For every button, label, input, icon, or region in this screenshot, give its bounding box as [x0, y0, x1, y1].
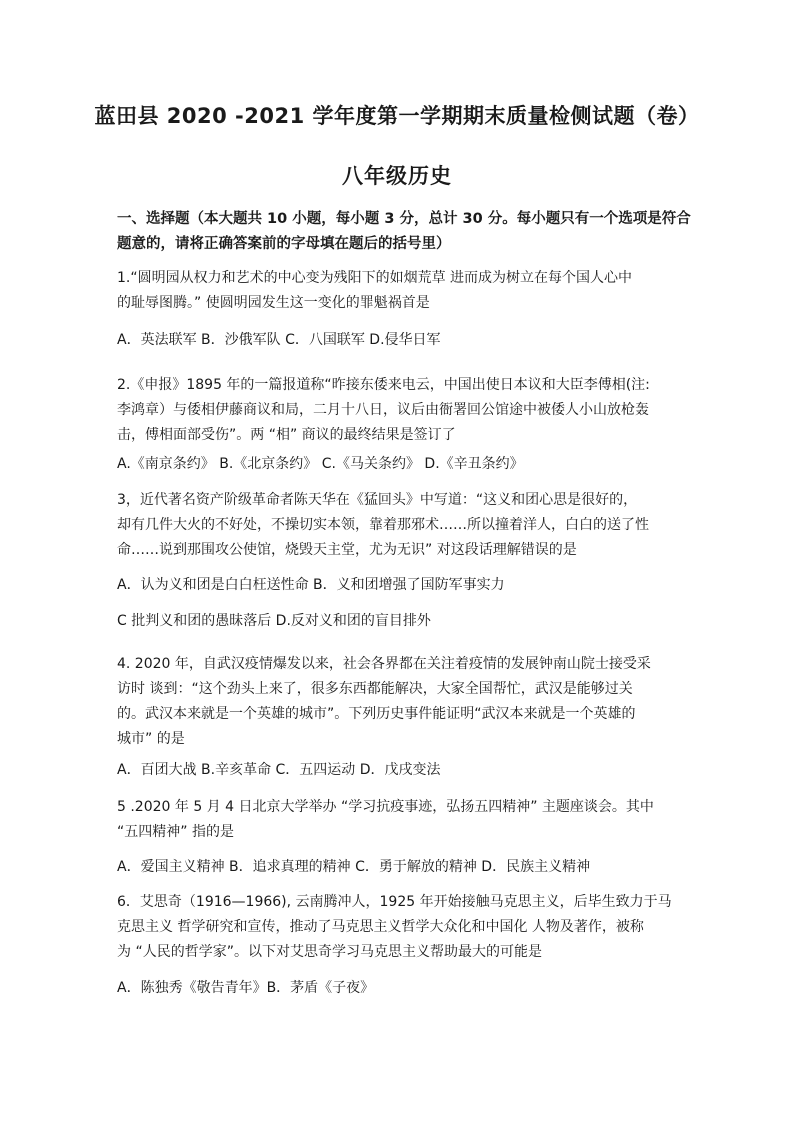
question-2-options [117, 452, 681, 477]
options-line: A．百团大战 B.辛亥革命 C．五四运动 D．戊戌变法 [117, 762, 441, 778]
question-line: 6．艾思奇（1916—1966), 云南腾冲人，1925 年开始接触马克思主义，后毕生致力于马 [117, 894, 672, 910]
question-6-stem [117, 890, 681, 965]
question-line: 的。武汉本来就是一个英雄的城市”。下列历史事件能证明“武汉本来就是一个英雄的 [117, 706, 636, 722]
question-6-options [117, 976, 681, 1001]
question-4-options [117, 758, 681, 783]
options-line: C 批判义和团的愚昧落后 D.反对义和团的盲目排外 [117, 613, 431, 629]
question-3-options-2 [117, 609, 681, 634]
question-line: “五四精神” 指的是 [117, 824, 234, 840]
question-line: 3，近代著名资产阶级革命者陈天华在《猛回头》中写道：“这义和团心思是很好的， [117, 492, 638, 508]
question-line: 访时 谈到：“这个劲头上来了，很多东西都能解决，大家全国帮忙，武汉是能够过关 [117, 681, 633, 697]
options-line: A．认为义和团是白白枉送性命 B．义和团增强了国防军事实力 [117, 577, 505, 593]
question-5-stem [117, 795, 681, 845]
options-line: A．英法联军 B．沙俄军队 C．八国联军 D.侵华日军 [117, 332, 441, 348]
question-1-stem [117, 266, 681, 316]
question-2-stem [117, 373, 681, 448]
section-heading-line: 一、选择题（本大题共 10 小题，每小题 3 分，总计 30 分。每小题只有一个选项是符合 [117, 211, 691, 227]
question-line: 李鸿章）与倭相伊藤商议和局，二月十八日，议后由衙署回公馆途中被倭人小山放枪轰 [117, 402, 649, 418]
question-line: 命……说到那围攻公使馆，烧毁天主堂，尤为无识” 对这段话理解错误的是 [117, 542, 577, 558]
section-heading-line: 题意的，请将正确答案前的字母填在题后的括号里） [117, 236, 451, 252]
question-line: 城市” 的是 [117, 731, 185, 747]
question-line: 2.《申报》1895 年的一篇报道称“昨接东倭来电云，中国出使日本议和大臣李傅相(注: [117, 377, 650, 393]
options-line: A．陈独秀《敬告青年》B．茅盾《子夜》 [117, 980, 375, 996]
options-line: A.《南京条约》 B.《北京条约》 C.《马关条约》 D.《辛丑条约》 [117, 456, 524, 472]
question-3-options [117, 573, 681, 598]
question-line: 的耻辱图腾。” 使圆明园发生这一变化的罪魁祸首是 [117, 295, 430, 311]
question-line: 却有几件大火的不好处，不操切实本领，靠着那邪术……所以撞着洋人，白白的送了性 [117, 517, 649, 533]
question-line: 1.“圆明园从权力和艺术的中心变为残阳下的如烟荒草 进而成为树立在每个国人心中 [117, 270, 633, 286]
exam-subtitle: 八年级历史 [342, 164, 452, 188]
question-3-stem [117, 488, 681, 563]
question-line: 4. 2020 年，自武汉疫情爆发以来，社会各界都在关注着疫情的发展钟南山院士接受采 [117, 656, 651, 672]
exam-title: 蓝田县 2020 -2021 学年度第一学期期末质量检侧试题（卷） [94, 104, 700, 128]
question-4-stem [117, 652, 681, 752]
question-line: 5 .2020 年 5 月 4 日北京大学举办 “学习抗疫事迹，弘扬五四精神” 主题座谈会。其中 [117, 799, 654, 815]
question-line: 为 “人民的哲学家”。以下对艾思奇学习马克思主义帮助最大的可能是 [117, 944, 542, 960]
question-1-options [117, 328, 681, 353]
options-line: A．爱国主义精神 B．追求真理的精神 C．勇于解放的精神 D．民族主义精神 [117, 859, 591, 875]
question-line: 击，傅相面部受伤”。两 “相” 商议的最终结果是签订了 [117, 427, 456, 443]
question-line: 克思主义 哲学研究和宣传，推动了马克思主义哲学大众化和中国化 人物及著作，被称 [117, 919, 644, 935]
section-heading [117, 207, 691, 257]
question-5-options [117, 855, 681, 880]
